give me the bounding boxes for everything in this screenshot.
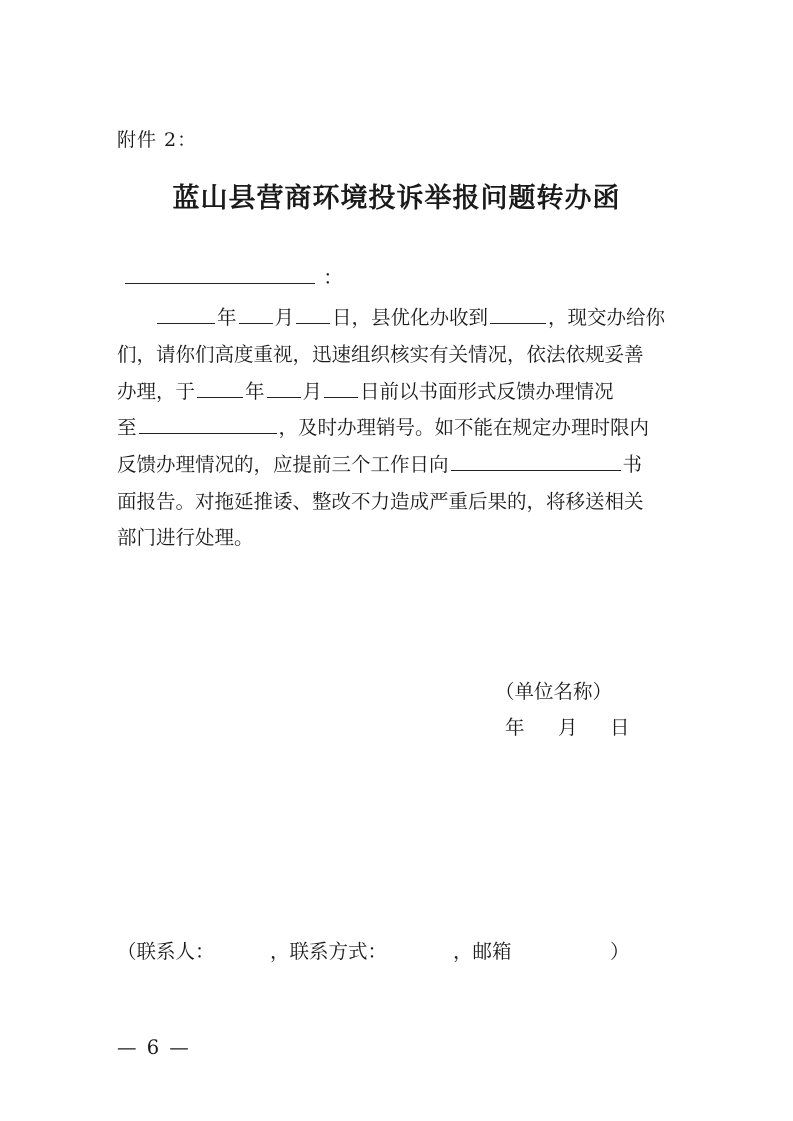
body-line-2: 们，请你们高度重视，迅速组织核实有关情况，依法依规妥善 (117, 343, 644, 366)
attachment-label: 附件 2： (117, 129, 198, 151)
report-to-blank (139, 415, 277, 434)
contact-close-paren: ） (610, 940, 630, 963)
body-line-6: 面报告。对拖延推诿、整改不力造成严重后果的，将移送相关 (117, 490, 644, 513)
deadline-day-blank (324, 379, 358, 398)
signature-year: 年 (505, 716, 525, 739)
year-blank (157, 305, 215, 324)
document-title: 蓝山县营商环境投诉举报问题转办函 (172, 183, 621, 214)
page-number: — 6 — (117, 1036, 191, 1059)
day-blank (296, 305, 330, 324)
contact-person-label: （联系人： (117, 940, 215, 963)
salutation-colon: ： (323, 266, 343, 289)
recipient-blank (125, 265, 315, 284)
assign-text: ，现交办给你 (548, 306, 666, 329)
deadline-year-blank (197, 379, 243, 398)
signature-day: 日 (610, 716, 630, 739)
body-line-5: 反馈办理情况的，应提前三个工作日向 书 (117, 453, 643, 476)
deadline-month-blank (267, 379, 301, 398)
email-label: ，邮箱 (453, 940, 512, 963)
salutation-line (123, 262, 343, 290)
matter-blank (490, 305, 546, 324)
year-text: 年 (217, 306, 237, 329)
signature-month: 月 (558, 716, 578, 739)
body-line-3: 办理，于 年 月 日前以书面形式反馈办理情况 (117, 380, 614, 403)
month-text: 月 (274, 306, 295, 329)
early-report-blank (451, 452, 621, 471)
received-text: 日，县优化办收到 (332, 306, 489, 329)
unit-name-label: （单位名称） (495, 680, 613, 703)
body-line-1 (155, 302, 665, 330)
month-blank (239, 305, 273, 324)
body-line-4: 至 ，及时办理销号。如不能在规定办理时限内 (117, 416, 650, 439)
contact-method-label: ，联系方式： (270, 940, 388, 963)
body-line-7: 部门进行处理。 (117, 526, 254, 549)
